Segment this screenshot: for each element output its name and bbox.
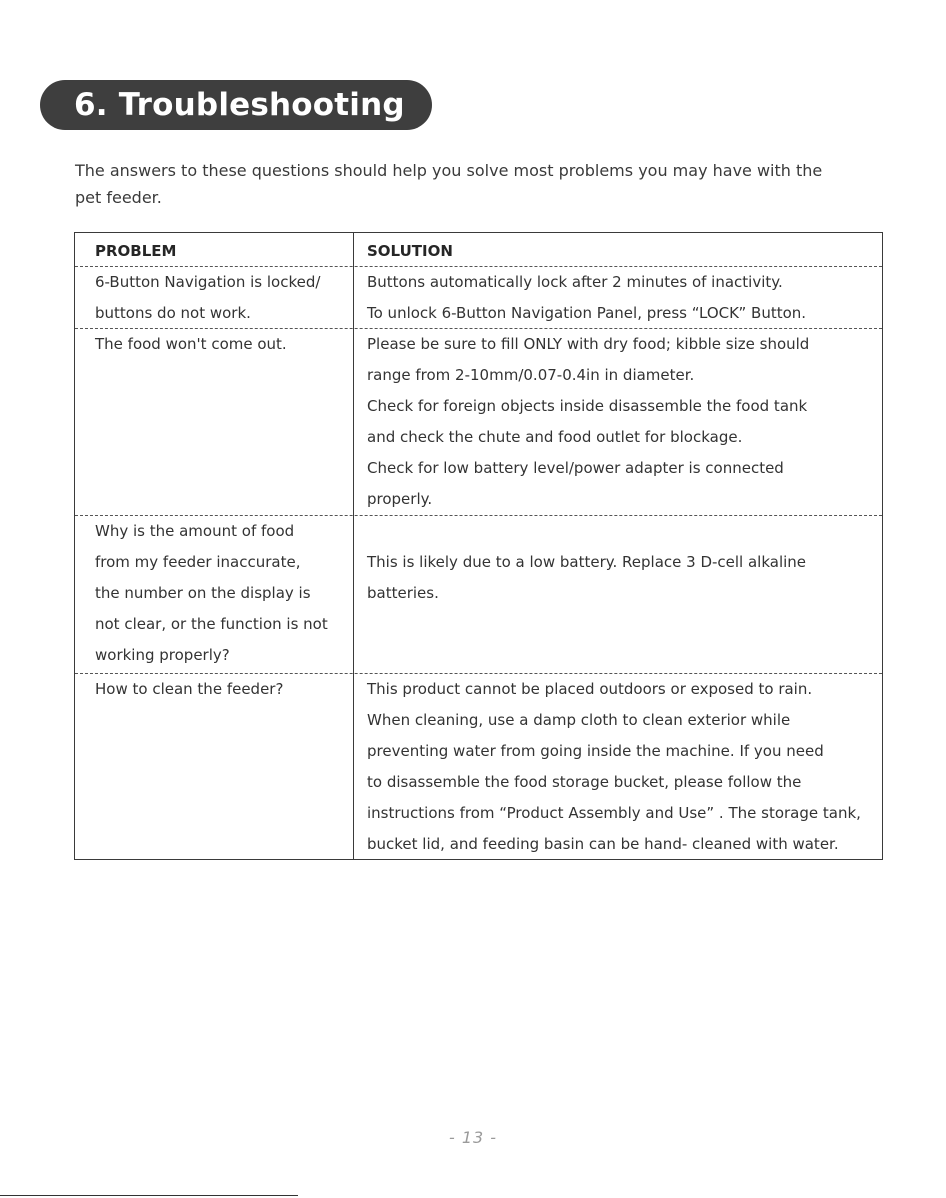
intro-line: The answers to these questions should help you solve most problems you may have with the bbox=[75, 161, 823, 180]
problem-column-header bbox=[95, 236, 349, 267]
cell-line: bucket lid, and feeding basin can be hand- cleaned with water. bbox=[367, 835, 839, 853]
table-row bbox=[75, 673, 882, 862]
problem-cell bbox=[95, 516, 349, 671]
cell-line: instructions from “Product Assembly and Use” . The storage tank, bbox=[367, 804, 861, 822]
cell-line: properly. bbox=[367, 490, 433, 508]
cell-line: Why is the amount of food bbox=[95, 522, 295, 540]
cell-line: from my feeder inaccurate, bbox=[95, 553, 301, 571]
bottom-rule bbox=[0, 1195, 298, 1196]
cell-line: This product cannot be placed outdoors or exposed to rain. bbox=[367, 680, 813, 698]
cell-line: To unlock 6-Button Navigation Panel, press “LOCK” Button. bbox=[367, 304, 807, 322]
cell-line: Check for low battery level/power adapter is connected bbox=[367, 459, 784, 477]
cell-line: the number on the display is bbox=[95, 584, 311, 602]
problem-cell bbox=[95, 267, 349, 329]
header-text: SOLUTION bbox=[367, 242, 453, 260]
cell-line: range from 2-10mm/0.07-0.4in in diameter. bbox=[367, 366, 695, 384]
table-row bbox=[75, 328, 882, 516]
section-title: 6. Troubleshooting bbox=[74, 87, 405, 123]
table-row bbox=[75, 266, 882, 329]
cell-line: to disassemble the food storage bucket, please follow the bbox=[367, 773, 802, 791]
cell-line: This is likely due to a low battery. Replace 3 D-cell alkaline bbox=[367, 553, 807, 571]
cell-line: batteries. bbox=[367, 584, 439, 602]
cell-line: Check for foreign objects inside disassemble the food tank bbox=[367, 397, 808, 415]
cell-line: Please be sure to fill ONLY with dry food; kibble size should bbox=[367, 335, 810, 353]
header-text: PROBLEM bbox=[95, 242, 177, 260]
intro-paragraph bbox=[75, 157, 875, 211]
solution-cell bbox=[367, 329, 883, 515]
table-header-row bbox=[75, 236, 882, 265]
section-header bbox=[40, 80, 432, 130]
problem-cell bbox=[95, 674, 349, 705]
cell-line: preventing water from going inside the machine. If you need bbox=[367, 742, 824, 760]
table-row bbox=[75, 515, 882, 674]
cell-line: How to clean the feeder? bbox=[95, 680, 284, 698]
solution-cell bbox=[367, 674, 883, 860]
page-number: - 13 - bbox=[448, 1128, 498, 1147]
cell-line: not clear, or the function is not bbox=[95, 615, 328, 633]
cell-line: working properly? bbox=[95, 646, 230, 664]
solution-cell bbox=[367, 547, 883, 609]
solution-column-header bbox=[367, 236, 883, 267]
cell-line: buttons do not work. bbox=[95, 304, 251, 322]
cell-line: and check the chute and food outlet for blockage. bbox=[367, 428, 743, 446]
cell-line: 6-Button Navigation is locked/ bbox=[95, 273, 321, 291]
cell-line: Buttons automatically lock after 2 minutes of inactivity. bbox=[367, 273, 783, 291]
cell-line: The food won't come out. bbox=[95, 335, 287, 353]
problem-cell bbox=[95, 329, 349, 360]
intro-line: pet feeder. bbox=[75, 188, 162, 207]
troubleshooting-table bbox=[74, 232, 883, 860]
cell-line: When cleaning, use a damp cloth to clean exterior while bbox=[367, 711, 791, 729]
solution-cell bbox=[367, 267, 883, 329]
